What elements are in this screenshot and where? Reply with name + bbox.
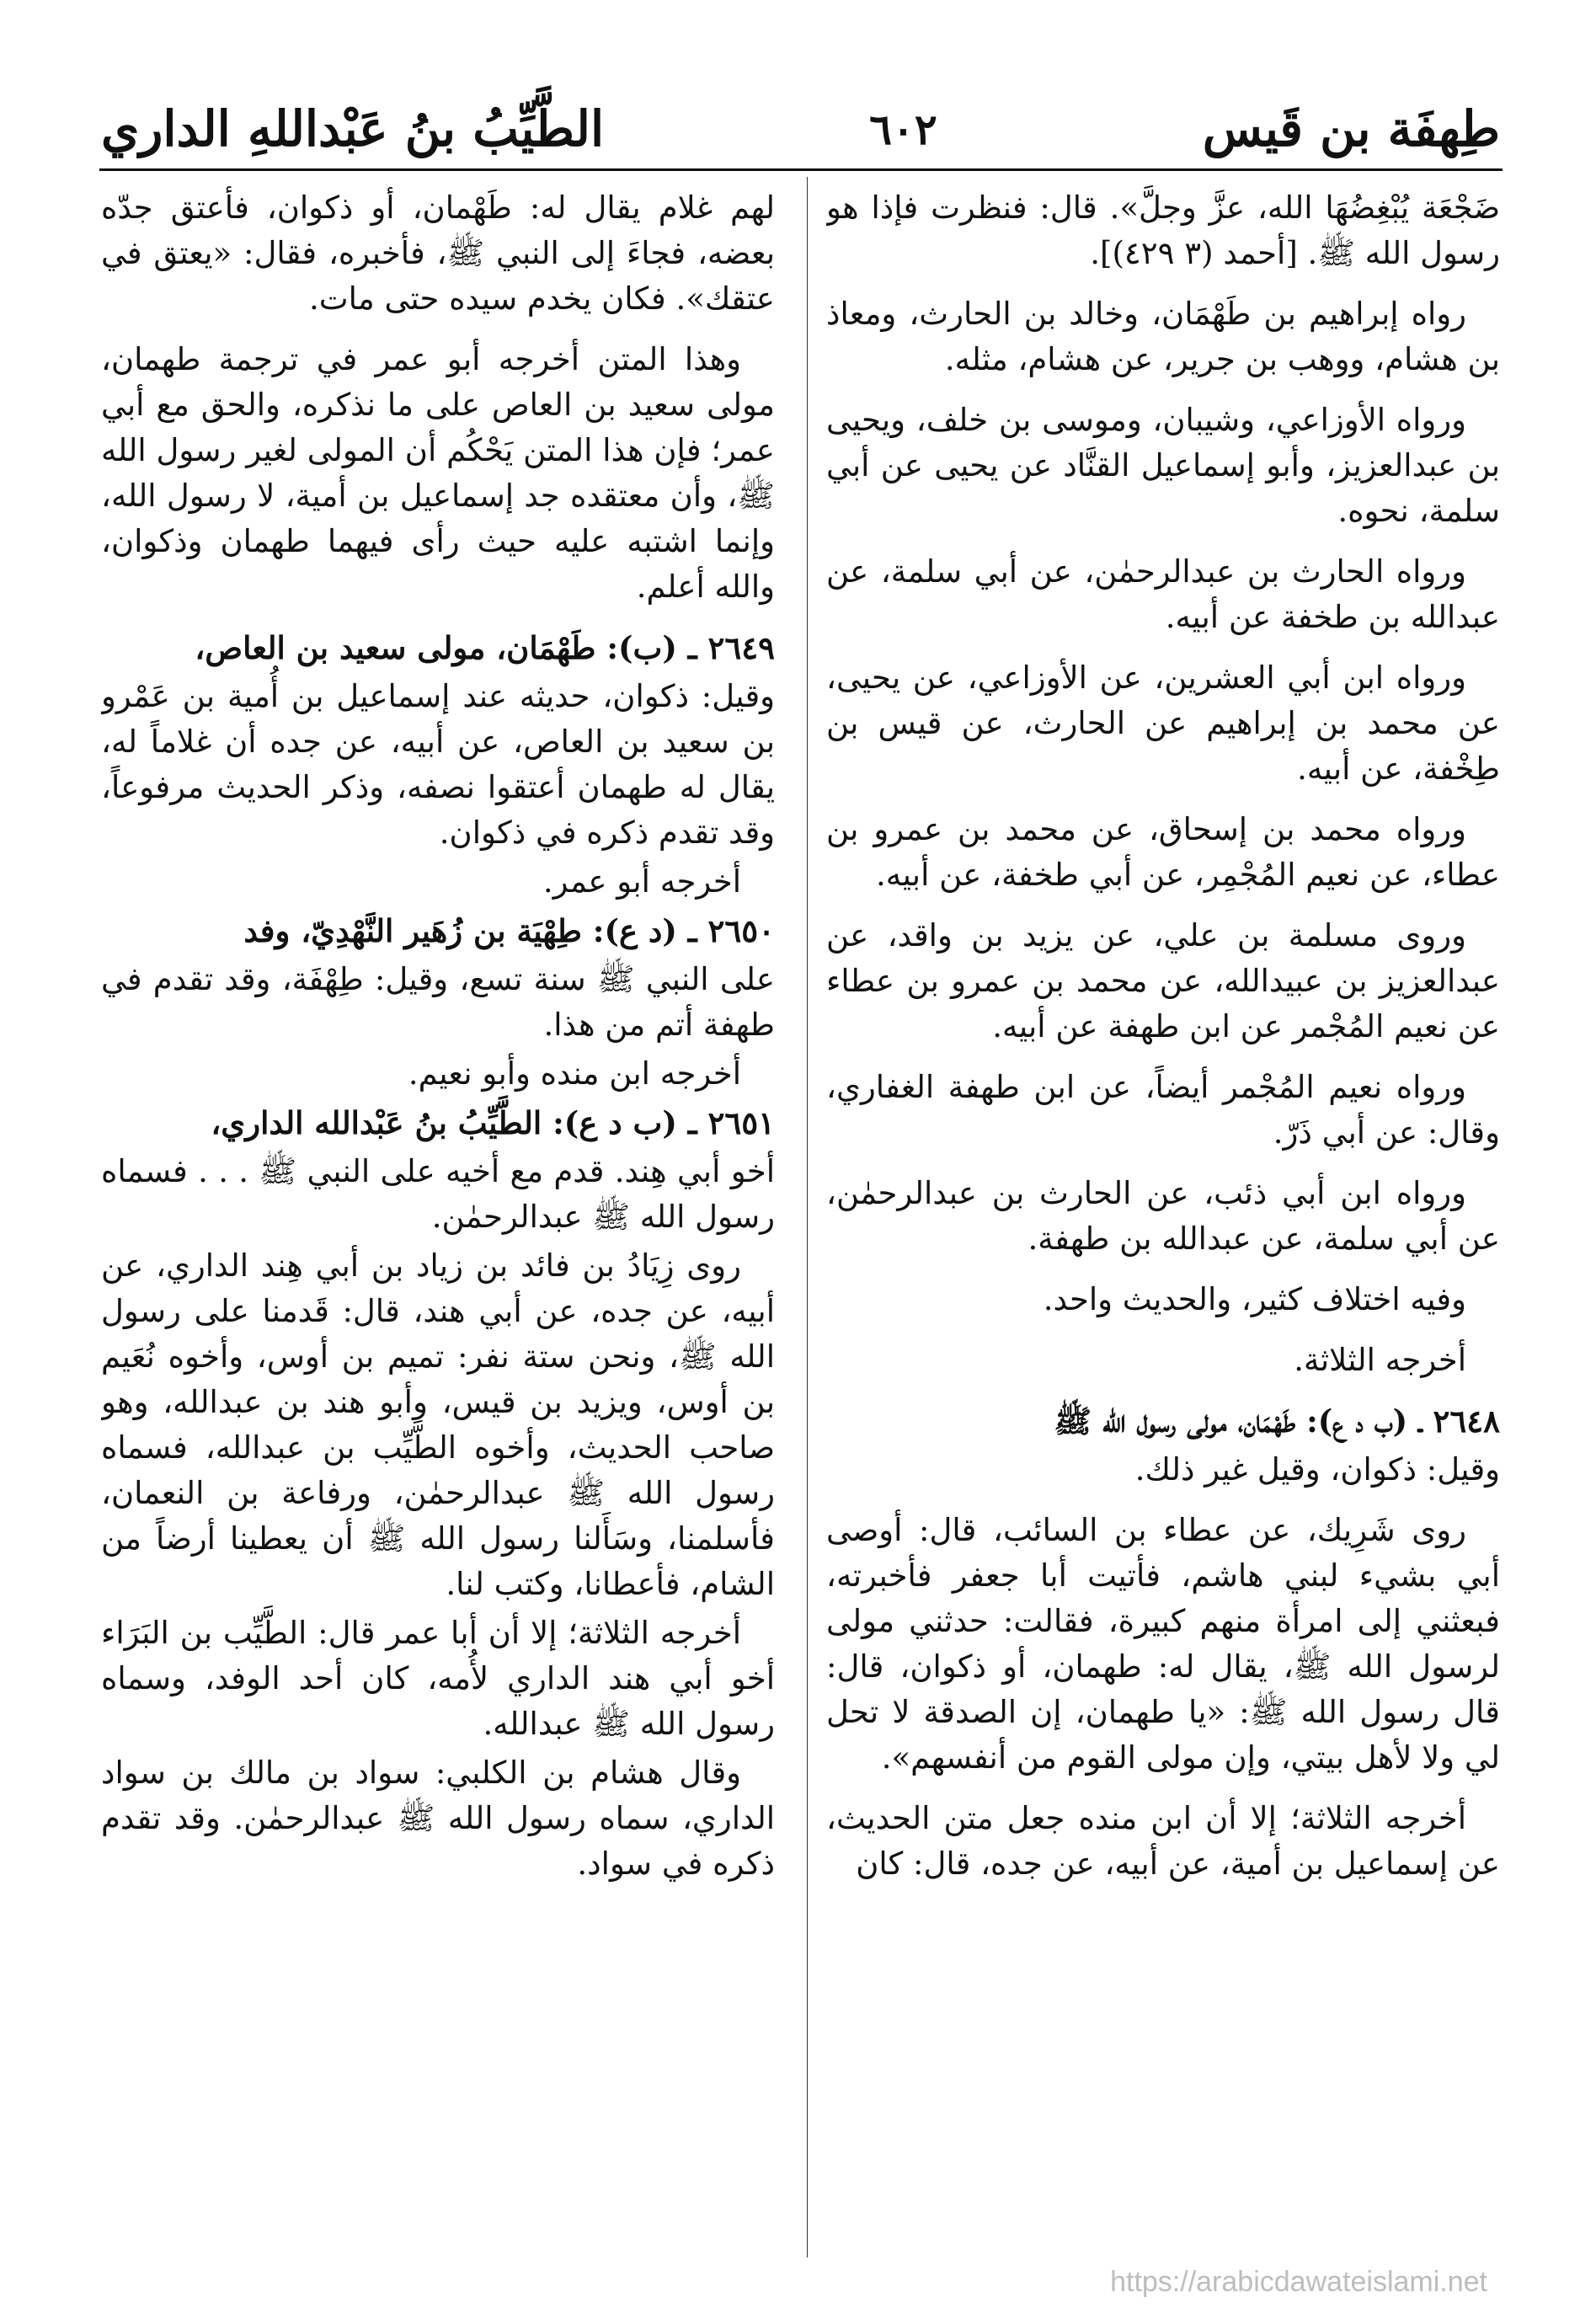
paragraph: وهذا المتن أخرجه أبو عمر في ترجمة طهمان، مولى سعيد بن العاص على ما نذكره، والحق مع أبي عمر؛ فإن هذا المتن يَحْكُم أن المولى لغير رسول الله ﷺ، وأن معتقده جد إسماعيل بن أمية، لا رسول الله، وإنما اشتبه عليه حيث رأى فيهما طهمان وذكوان، والله أعلم. [101,341,775,605]
entry-heading: ٢٦٤٨ ـ (ب د ع): طَهْمَان، مولى رسول الله ﷺ [1054,1402,1500,1440]
paragraph: ضَجْعَة يُبْغِضُهَا الله، عزَّ وجلَّ». قال: فنظرت فإذا هو رسول الله ﷺ. [أحمد (٣ ٤٢٩)]. [826,190,1500,271]
paragraph: أخرجه الثلاثة؛ إلا أن أبا عمر قال: الطَّيِّب بن البَرَاء أخو أبي هند الداري لأُمه، كان أحد الوفد، وسماه رسول الله ﷺ عبدالله. [101,1615,775,1742]
paragraph: أخرجه ابن منده وأبو نعيم. [408,1055,741,1092]
paragraph: وقال هشام بن الكلبي: سواد بن مالك بن سواد الداري، سماه رسول الله ﷺ عبدالرحمٰن. وقد تقدم ذكره في سواد. [101,1755,775,1882]
paragraph: وفيه اختلاف كثير، والحديث واحد. [1043,1281,1466,1317]
left-column [101,185,775,2241]
left-running-title: الطَّيِّبُ بنُ عَبْداللهِ الداري [101,100,605,158]
paragraph: على النبي ﷺ سنة تسع، وقيل: طِهْفَة، وقد تقدم في طهفة أتم من هذا. [101,961,775,1043]
page-number: ٦٠٢ [869,104,937,154]
paragraph: أخرجه الثلاثة. [1294,1342,1466,1378]
paragraph: ورواه ابن أبي العشرين، عن الأوزاعي، عن يحيى، عن محمد بن إبراهيم عن الحارث، عن قيس بن طِخْفة، عن أبيه. [826,660,1500,787]
paragraph: أخو أبي هِند. قدم مع أخيه على النبي ﷺ . . . فسماه رسول الله ﷺ عبدالرحمٰن. [101,1153,775,1235]
paragraph: ورواه الأوزاعي، وشيبان، وموسى بن خلف، ويحيى بن عبدالعزيز، وأبو إسماعيل القنَّاد عن يحيى عن أبي سلمة، نحوه. [826,402,1500,529]
paragraph: وقيل: ذكوان، حديثه عند إسماعيل بن أُمية بن عَمْرو بن سعيد بن العاص، عن أبيه، عن جده أن غلاماً له، يقال له طهمان أعتقوا نصفه، وذكر الحديث مرفوعاً، وقد تقدم ذكره في ذكوان. [101,678,775,851]
paragraph: وروى مسلمة بن علي، عن يزيد بن واقد، عن عبدالعزيز بن عبيدالله، عن محمد بن عمرو بن عطاء عن نعيم المُجْمر عن ابن طهفة عن أبيه. [826,917,1500,1044]
paragraph: أخرجه أبو عمر. [542,863,741,900]
entry-heading: ٢٦٤٩ ـ (ب): طَهْمَان، مولى سعيد بن العاص، [195,629,775,666]
right-column [826,185,1500,2241]
paragraph: لهم غلام يقال له: طَهْمان، أو ذكوان، فأعتق جدّه بعضه، فجاءَ إلى النبي ﷺ، فأخبره، فقال: «يعتق في عتقك». فكان يخدم سيده حتى مات. [101,190,775,317]
watermark-url: https://arabicdawateislami.net [1110,2266,1487,2298]
paragraph: روى شَرِيك، عن عطاء بن السائب، قال: أوصى أبي بشيء لبني هاشم، فأتيت أبا جعفر فأخبرته، فبعثني إلى امرأة منهم كبيرة، فقالت: حدثني مولى لرسول الله ﷺ، يقال له: طهمان، أو ذكوان، قال: قال رسول الله ﷺ: «يا طهمان، إن الصدقة لا تحل لي ولا لأهل بيتي، وإن مولى القوم من أنفسهم». [826,1512,1500,1776]
entry-heading: ٢٦٥١ ـ (ب د ع): الطَّيِّبُ بنُ عَبْدالله الداري، [211,1104,775,1141]
paragraph: ورواه الحارث بن عبدالرحمٰن، عن أبي سلمة، عن عبدالله بن طخفة عن أبيه. [826,553,1500,635]
paragraph: ورواه نعيم المُجْمر أيضاً، عن ابن طهفة الغفاري، وقال: عن أبي ذَرّ. [826,1069,1500,1151]
paragraph: أخرجه الثلاثة؛ إلا أن ابن منده جعل متن الحديث، عن إسماعيل بن أمية، عن أبيه، عن جده، قال: كان [826,1800,1500,1882]
paragraph: ورواه ابن أبي ذئب، عن الحارث بن عبدالرحمٰن، عن أبي سلمة، عن عبدالله بن طهفة. [826,1175,1500,1257]
paragraph: وقيل: ذكوان، وقيل غير ذلك. [1134,1451,1500,1488]
page-header [101,91,1500,167]
paragraph: روى زِيَادُ بن فائد بن زياد بن أبي هِند الداري، عن أبيه، عن جده، عن أبي هند، قال: قَدمنا على رسول الله ﷺ، ونحن ستة نفر: تميم بن أوس، وأخوه نُعَيم بن أوس، ويزيد بن قيس، وأبو هند بن عبدالله، وهو صاحب الحديث، وأخوه الطَّيِّب بن عبدالله، فسماه رسول الله ﷺ عبدالرحمٰن، ورفاعة بن النعمان، فأسلمنا، وسَأَلنا رسول الله ﷺ أن يعطينا أرضاً من الشام، فأعطانا، وكتب لنا. [101,1247,775,1602]
entry-heading: ٢٦٥٠ ـ (د ع): طِهْيَة بن زُهَير النَّهْدِيّ، وفد [243,912,775,949]
right-running-title: طِهفَة بن قَيس [1202,100,1500,158]
paragraph: ورواه محمد بن إسحاق، عن محمد بن عمرو بن عطاء، عن نعيم المُجْمِر، عن أبي طخفة، عن أبيه. [826,811,1500,893]
column-divider [807,177,808,2257]
paragraph: رواه إبراهيم بن طَهْمَان، وخالد بن الحارث، ومعاذ بن هشام، ووهب بن جرير، عن هشام، مثله. [826,296,1500,377]
header-rule [99,168,1503,171]
